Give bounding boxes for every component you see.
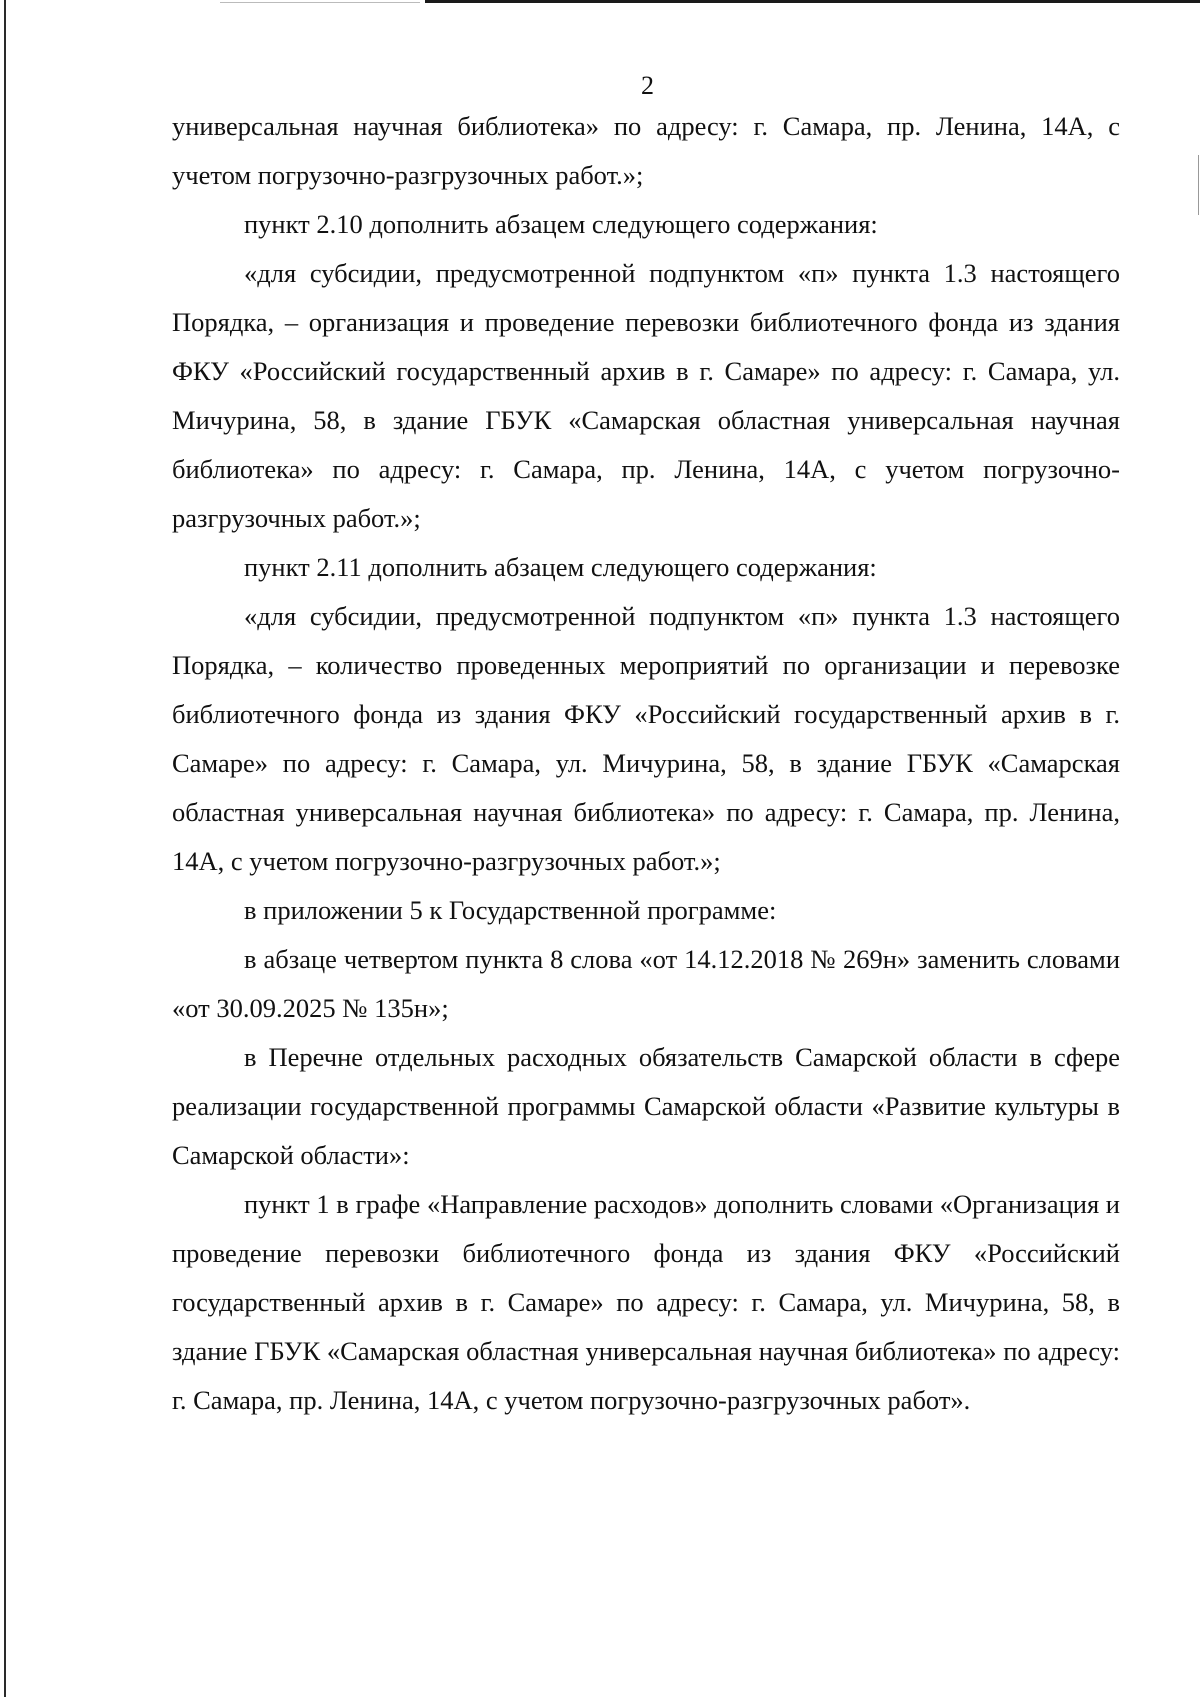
paragraph-6: в приложении 5 к Государственной программе: — [244, 895, 777, 925]
scan-mark-right — [1198, 155, 1199, 215]
scan-border-left — [4, 0, 6, 1697]
paragraph-4: пункт 2.11 дополнить абзацем следующего содержания: — [244, 552, 877, 582]
paragraph-1: универсальная научная библиотека» по адресу: г. Самара, пр. Ленина, 14А, с учетом погрузочно-разгрузочных работ.»; — [172, 111, 1120, 190]
paragraph-9: пункт 1 в графе «Направление расходов» дополнить словами «Организация и проведение перевозки библиотечного фонда из здания ФКУ «Российский государственный архив в г. Самаре» по адресу: г. Самара, ул. Мичурина, 58, в здание ГБУК «Самарская областная универсальная научная библиотека» по адресу: г. Самара, пр. Ленина, 14А, с учетом погрузочно-разгрузочных работ». — [172, 1189, 1120, 1415]
paragraph-3: «для субсидии, предусмотренной подпунктом «п» пункта 1.3 настоящего Порядка, – организация и проведение перевозки библиотечного фонда из здания ФКУ «Российский государственный архив в г. Самаре» по адресу: г. Самара, ул. Мичурина, 58, в здание ГБУК «Самарская областная универсальная научная библиотека» по адресу: г. Самара, пр. Ленина, 14А, с учетом погрузочно-разгрузочных работ.»; — [172, 258, 1120, 533]
scan-border-top — [425, 0, 1200, 3]
paragraph-5: «для субсидии, предусмотренной подпунктом «п» пункта 1.3 настоящего Порядка, – количество проведенных мероприятий по организации и перевозке библиотечного фонда из здания ФКУ «Российский государственный архив в г. Самаре» по адресу: г. Самара, ул. Мичурина, 58, в здание ГБУК «Самарская областная универсальная научная библиотека» по адресу: г. Самара, пр. Ленина, 14А, с учетом погрузочно-разгрузочных работ.»; — [172, 601, 1120, 876]
paragraph-2: пункт 2.10 дополнить абзацем следующего содержания: — [244, 209, 878, 239]
scan-border-top-faint — [220, 2, 420, 3]
paragraph-7: в абзаце четвертом пункта 8 слова «от 14.12.2018 № 269н» заменить словами «от 30.09.2025 № 135н»; — [172, 944, 1120, 1023]
document-body — [172, 102, 1120, 1425]
paragraph-8: в Перечне отдельных расходных обязательств Самарской области в сфере реализации государственной программы Самарской области «Развитие культуры в Самарской области»: — [172, 1042, 1120, 1170]
page-number: 2 — [641, 71, 654, 100]
